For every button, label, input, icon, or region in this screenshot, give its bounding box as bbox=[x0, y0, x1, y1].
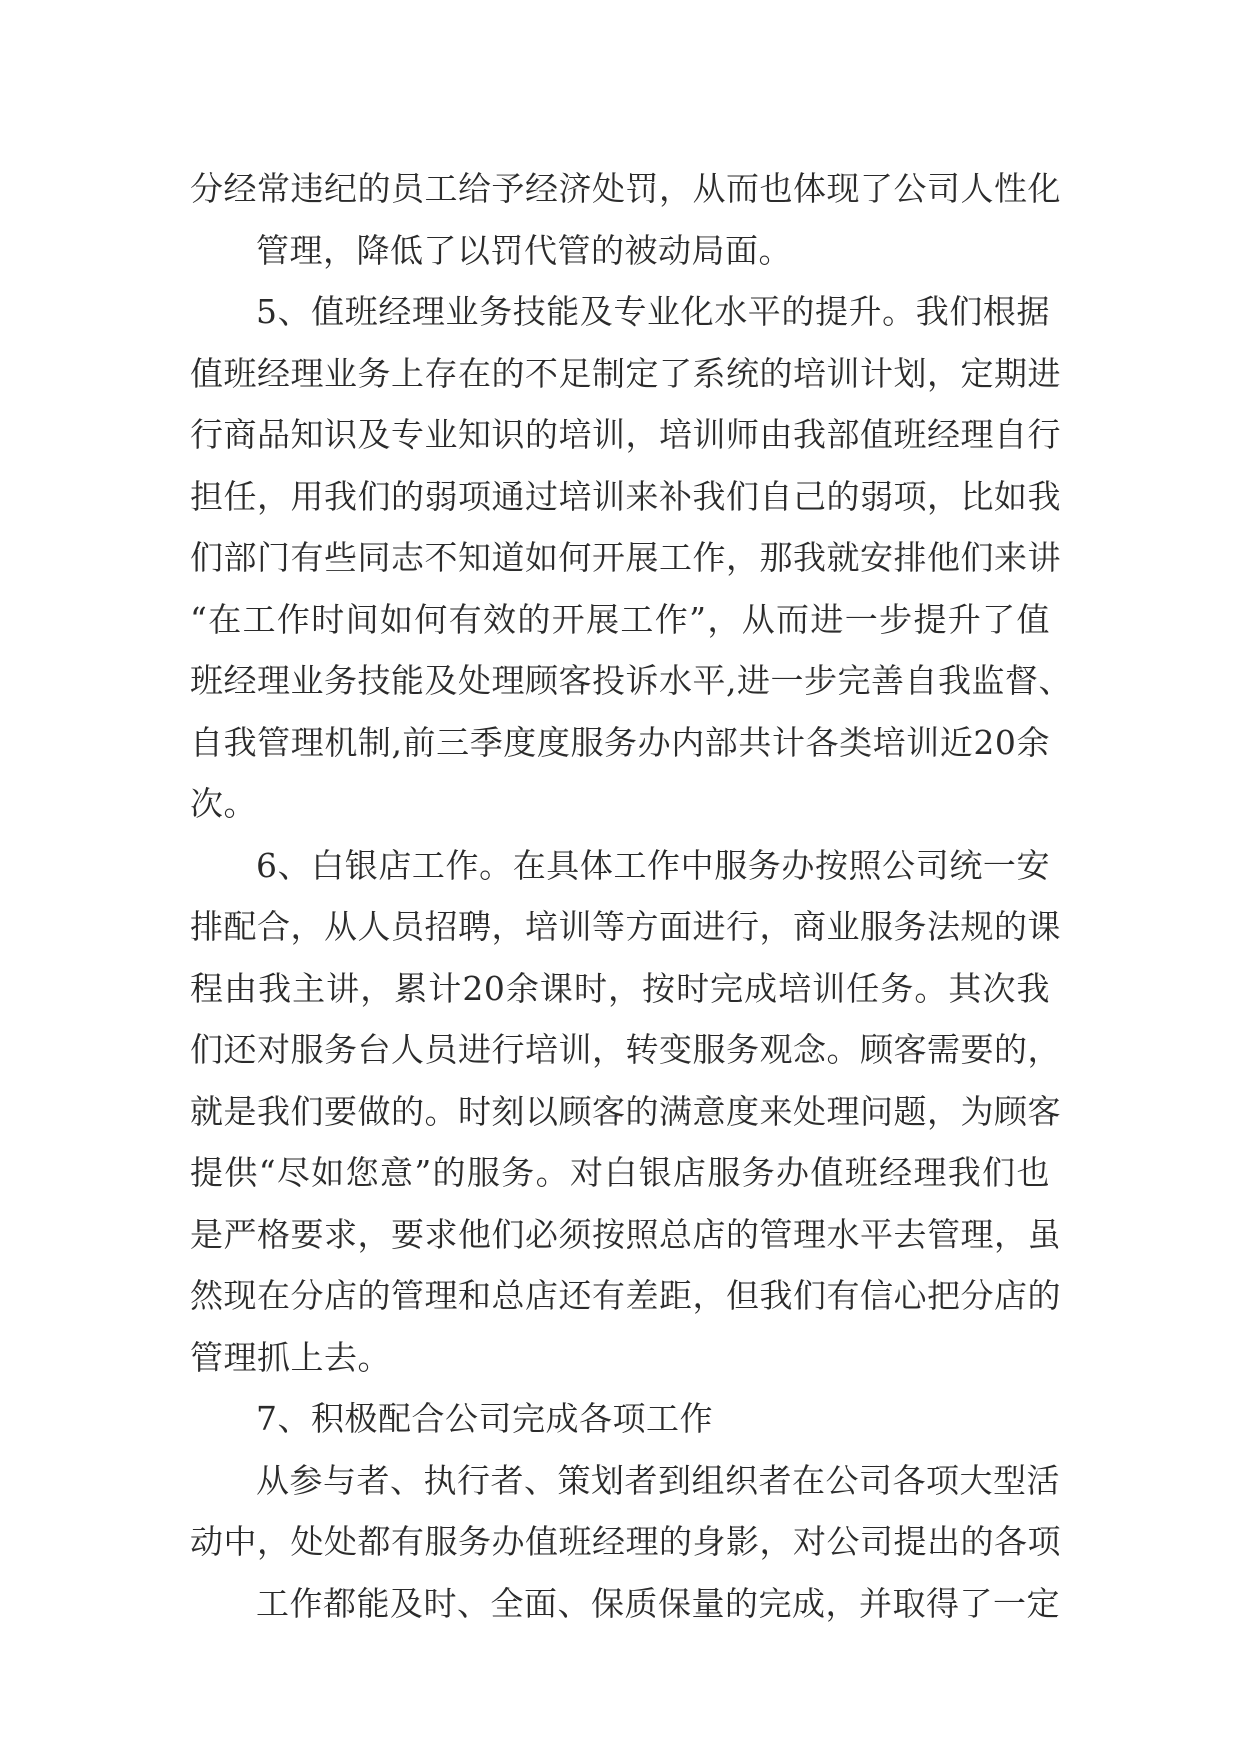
text-line: 然现在分店的管理和总店还有差距，但我们有信心把分店的 bbox=[190, 1276, 1061, 1315]
text-line: 次。 bbox=[190, 784, 257, 823]
text-line: 管理抓上去。 bbox=[190, 1337, 391, 1377]
text-line: 班经理业务技能及处理顾客投诉水平,进一步完善自我监督、 bbox=[190, 661, 1072, 700]
text-line: 们部门有些同志不知道如何开展工作，那我就安排他们来讲 bbox=[190, 538, 1061, 577]
body-text bbox=[190, 158, 1072, 1634]
text-line: 排配合，从人员招聘，培训等方面进行，商业服务法规的课 bbox=[190, 907, 1061, 946]
text-line: 自我管理机制,前三季度度服务办内部共计各类培训近20余 bbox=[190, 722, 1050, 762]
text-line: 动中，处处都有服务办值班经理的身影，对公司提出的各项 bbox=[190, 1522, 1061, 1561]
text-line: 管理，降低了以罚代管的被动局面。 bbox=[256, 230, 792, 270]
text-line: 6、白银店工作。在具体工作中服务办按照公司统一安 bbox=[256, 845, 1050, 885]
text-line: 工作都能及时、全面、保质保量的完成，并取得了一定 bbox=[256, 1583, 1060, 1623]
text-line: 值班经理业务上存在的不足制定了系统的培训计划，定期进 bbox=[190, 353, 1061, 393]
text-line: 是严格要求，要求他们必须按照总店的管理水平去管理，虽 bbox=[190, 1214, 1061, 1254]
text-line: “在工作时间如何有效的开展工作”，从而进一步提升了值 bbox=[190, 599, 1050, 639]
text-line: 们还对服务台人员进行培训，转变服务观念。顾客需要的， bbox=[190, 1030, 1061, 1069]
text-line: 就是我们要做的。时刻以顾客的满意度来处理问题，为顾客 bbox=[190, 1091, 1061, 1131]
text-line: 从参与者、执行者、策划者到组织者在公司各项大型活 bbox=[256, 1460, 1060, 1500]
text-line: 7、积极配合公司完成各项工作 bbox=[256, 1399, 713, 1438]
text-line: 担任，用我们的弱项通过培训来补我们自己的弱项，比如我 bbox=[190, 476, 1061, 516]
text-line: 程由我主讲，累计20余课时，按时完成培训任务。其次我 bbox=[190, 968, 1050, 1008]
text-line: 行商品知识及专业知识的培训，培训师由我部值班经理自行 bbox=[190, 415, 1061, 454]
text-line: 提供“尽如您意”的服务。对白银店服务办值班经理我们也 bbox=[190, 1153, 1050, 1192]
text-line: 分经常违纪的员工给予经济处罚，从而也体现了公司人性化 bbox=[190, 169, 1061, 208]
text-line: 5、值班经理业务技能及专业化水平的提升。我们根据 bbox=[256, 292, 1050, 331]
